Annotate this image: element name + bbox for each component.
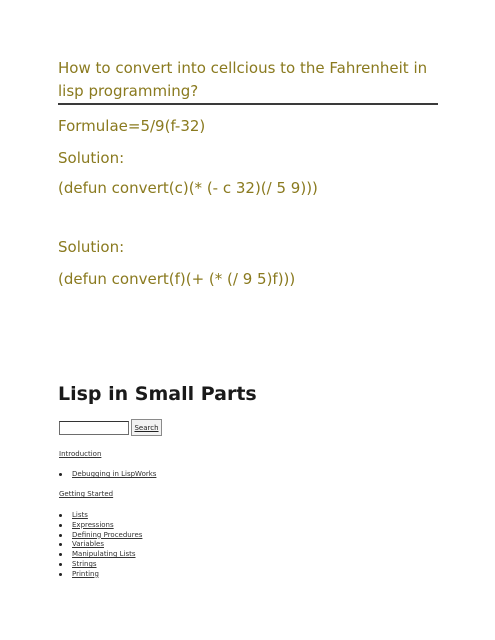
formula-text: Formulae=5/9(f-32) (58, 117, 206, 135)
solution-code-2: (defun convert(f)(+ (* (/ 9 5)f))) (58, 270, 296, 288)
link-variables[interactable]: Variables (72, 540, 104, 549)
link-debugging-in-lispworks[interactable]: Debugging in LispWorks (72, 470, 157, 478)
solution-label-2: Solution: (58, 238, 125, 256)
search-button[interactable]: Search (131, 419, 162, 436)
getting-started-link-list (59, 511, 142, 580)
link-expressions[interactable]: Expressions (72, 520, 114, 529)
bullet-icon (59, 524, 62, 527)
link-defining-procedures[interactable]: Defining Procedures (72, 530, 143, 539)
bullet-icon (59, 514, 62, 517)
site-title: Lisp in Small Parts (58, 383, 257, 405)
bullet-icon (59, 553, 62, 556)
bullet-icon (59, 573, 62, 576)
section-link-getting-started[interactable]: Getting Started (59, 490, 114, 498)
link-lists[interactable]: Lists (72, 511, 88, 519)
introduction-link-list (59, 470, 156, 480)
bullet-icon (59, 473, 62, 476)
link-printing[interactable]: Printing (72, 569, 99, 578)
list-item (59, 531, 142, 541)
heading-rule (58, 103, 438, 105)
bullet-icon (59, 543, 62, 546)
list-item (59, 540, 142, 550)
solution-code-1: (defun convert(c)(* (- c 32)(/ 5 9))) (58, 179, 318, 197)
link-manipulating-lists[interactable]: Manipulating Lists (72, 550, 136, 559)
bullet-icon (59, 563, 62, 566)
list-item (59, 521, 142, 531)
list-item (59, 570, 142, 580)
bullet-icon (59, 534, 62, 537)
list-item (59, 550, 142, 560)
link-strings[interactable]: Strings (72, 559, 97, 568)
list-item (59, 470, 156, 480)
solution-label-1: Solution: (58, 149, 125, 167)
list-item (59, 511, 142, 521)
list-item (59, 560, 142, 570)
search-input[interactable] (59, 421, 129, 435)
section-link-introduction[interactable]: Introduction (59, 450, 102, 458)
question-heading: How to convert into cellcious to the Fahrenheit in lisp programming? (58, 59, 428, 100)
